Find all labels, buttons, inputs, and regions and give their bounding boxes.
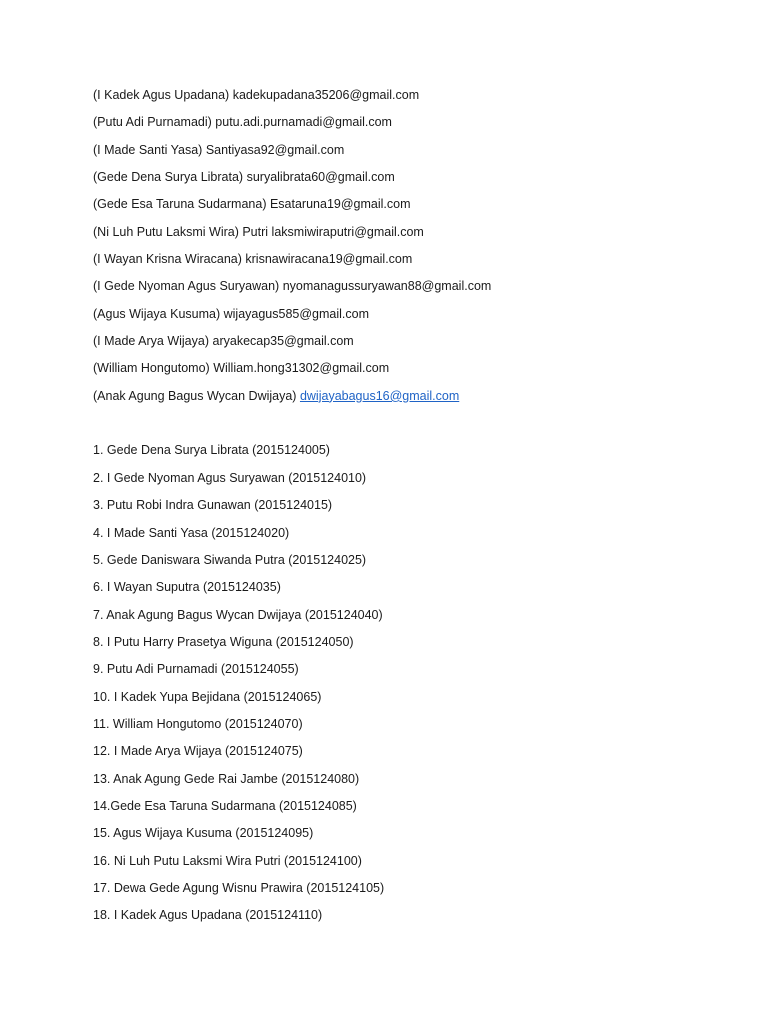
contact-line — [93, 114, 733, 141]
student-list-item: 17. Dewa Gede Agung Wisnu Prawira (2015124105) — [93, 880, 385, 895]
contact-line — [93, 306, 733, 333]
contact-line — [93, 388, 733, 415]
contact-name: (I Made Arya Wijaya) — [93, 334, 210, 349]
student-list-item: 12. I Made Arya Wijaya (2015124075) — [93, 744, 303, 759]
contact-email: putu.adi.purnamadi@gmail.com — [215, 115, 392, 130]
contact-email: Esataruna19@gmail.com — [269, 197, 411, 212]
student-list-item: 9. Putu Adi Purnamadi (2015124055) — [93, 662, 299, 677]
student-list-item: 11. William Hongutomo (2015124070) — [93, 716, 303, 731]
contact-name: (Agus Wijaya Kusuma) — [93, 306, 221, 321]
contact-email: kadekupadana35206@gmail.com — [232, 88, 420, 102]
student-list-item: 3. Putu Robi Indra Gunawan (2015124015) — [93, 498, 333, 513]
student-list-item: 10. I Kadek Yupa Bejidana (2015124065) — [93, 689, 322, 704]
contact-line — [93, 251, 733, 278]
contact-email: suryalibrata60@gmail.com — [246, 170, 395, 185]
contact-name: (I Wayan Krisna Wiracana) — [93, 252, 242, 267]
contact-name: (I Made Santi Yasa) — [93, 142, 203, 157]
contact-email-list — [93, 87, 733, 415]
student-list-item: 6. I Wayan Suputra (2015124035) — [93, 580, 281, 595]
student-list-item: 18. I Kadek Agus Upadana (2015124110) — [93, 908, 323, 923]
contact-line — [93, 333, 733, 360]
student-list-item: 15. Agus Wijaya Kusuma (2015124095) — [93, 826, 314, 841]
contact-email: William.hong31302@gmail.com — [213, 361, 390, 376]
contact-name: (Gede Esa Taruna Sudarmana) — [93, 197, 267, 212]
contact-name: (Ni Luh Putu Laksmi Wira) Putri — [93, 224, 269, 239]
contact-line — [93, 142, 733, 169]
student-list-item: 5. Gede Daniswara Siwanda Putra (2015124025) — [93, 552, 367, 567]
document-body — [93, 87, 733, 935]
student-number-list — [93, 442, 733, 934]
student-list-item: 16. Ni Luh Putu Laksmi Wira Putri (2015124100) — [93, 853, 362, 868]
contact-line — [93, 87, 733, 114]
contact-email-link[interactable]: dwijayabagus16@gmail.com — [299, 388, 460, 403]
student-list-item: 4. I Made Santi Yasa (2015124020) — [93, 525, 290, 540]
contact-email: aryakecap35@gmail.com — [212, 334, 354, 349]
contact-email: wijayagus585@gmail.com — [223, 306, 370, 321]
contact-line — [93, 224, 733, 251]
student-list-item: 1. Gede Dena Surya Librata (2015124005) — [93, 443, 330, 458]
student-list-item: 7. Anak Agung Bagus Wycan Dwijaya (2015124040) — [93, 607, 383, 622]
student-list-item: 8. I Putu Harry Prasetya Wiguna (2015124050) — [93, 634, 354, 649]
contact-email: Santiyasa92@gmail.com — [205, 142, 345, 157]
contact-email: nyomanagussuryawan88@gmail.com — [282, 279, 492, 294]
contact-email: krisnawiracana19@gmail.com — [245, 252, 413, 267]
contact-line — [93, 278, 733, 305]
contact-name: (I Gede Nyoman Agus Suryawan) — [93, 279, 280, 294]
contact-email: laksmiwiraputri@gmail.com — [271, 224, 424, 239]
contact-name: (I Kadek Agus Upadana) — [93, 88, 230, 102]
contact-name: (Putu Adi Purnamadi) — [93, 115, 212, 130]
contact-name: (Anak Agung Bagus Wycan Dwijaya) — [93, 388, 297, 403]
student-list-item: 13. Anak Agung Gede Rai Jambe (2015124080) — [93, 771, 360, 786]
student-list-item: 14.Gede Esa Taruna Sudarmana (2015124085) — [93, 798, 357, 813]
paragraph-spacer — [93, 415, 733, 442]
student-list-item: 2. I Gede Nyoman Agus Suryawan (2015124010) — [93, 470, 367, 485]
contact-name: (William Hongutomo) — [93, 361, 210, 376]
contact-line — [93, 360, 733, 387]
contact-name: (Gede Dena Surya Librata) — [93, 170, 244, 185]
contact-line — [93, 196, 733, 223]
contact-line — [93, 169, 733, 196]
